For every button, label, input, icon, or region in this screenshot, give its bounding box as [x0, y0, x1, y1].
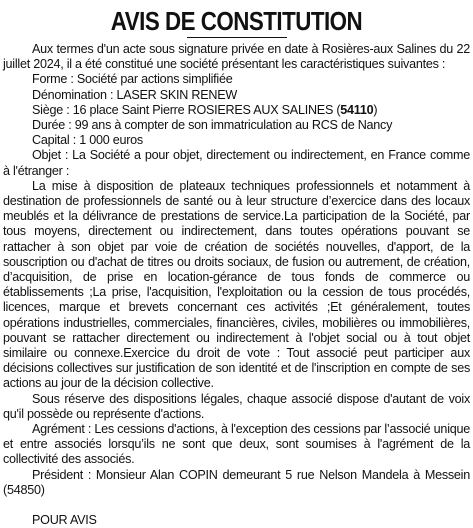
denomination-field: Dénomination : LASER SKIN RENEW — [32, 87, 238, 102]
duree-field: Durée : 99 ans à compter de son immatriculation au RCS de Nancy — [32, 118, 393, 133]
objet-detail-paragraph: La mise à disposition de plateaux techniques professionnels et notamment à destination de professionnels de santé ou à leur structure d’exercice dans des locaux meublés et la délivrance de prestations de service.La participation de la Société, par tous moyens, directement ou indirectement, dans toutes opérations pouvant se rattacher à son objet par voie de création de sociétés nouvelles, d'apport, de la souscription ou d'achat de titres ou droits sociaux, de fusion ou autrement, de création, d’acquisition, de prise en location-gérance de tous fonds de commerce ou établissements ;La prise, l'acquisition, l'exploitation ou la cession de tous procédés, licences, marque et brevets concernant ces activités ;Et généralement, toutes opérations industrielles, commerciales, financières, civiles, mobilières ou immobilières, pouvant se rattacher directement ou indirectement à l'objet social ou à tout objet similaire ou connexe.Exercice du droit de vote : Tout associé peut participer aux décisions collectives sur justification de son identité et de l'inscription en compte de ses actions au jour de la décision collective. — [3, 178, 470, 391]
notice-body — [3, 42, 470, 528]
spacer — [3, 498, 470, 513]
siege-postcode: 54110 — [340, 102, 374, 117]
closing-line: POUR AVIS — [32, 513, 97, 528]
president-paragraph: Président : Monsieur Alan COPIN demeurant 5 rue Nelson Mandela à Messein (54850) — [3, 467, 470, 497]
siege-address: Siège : 16 place Saint Pierre ROSIERES AUX SALINES ( — [32, 102, 341, 117]
siege-field — [3, 103, 470, 118]
voting-paragraph: Sous réserve des dispositions légales, chaque associé dispose d'autant de voix qu'il possède ou représente d'actions. — [3, 391, 470, 421]
capital-field: Capital : 1 000 euros — [32, 133, 143, 148]
notice-title: AVIS DE CONSTITUTION — [110, 6, 363, 36]
forme-field: Forme : Société par actions simplifiée — [32, 72, 233, 87]
intro-paragraph: Aux termes d'un acte sous signature privée en date à Rosières-aux Salines du 22 juillet 2024, il a été constitué une société présentant les caractéristiques suivantes : — [3, 42, 470, 72]
title-divider — [187, 37, 287, 38]
objet-field: Objet : La Société a pour objet, directement ou indirectement, en France comme à l'étranger : — [3, 148, 470, 178]
agrement-paragraph: Agrément : Les cessions d'actions, à l'exception des cessions par l’associé unique et entre associés lorsqu’ils ne sont que deux, sont soumises à l'agrément de la collectivité des associés. — [3, 422, 470, 467]
siege-close: ) — [373, 102, 378, 117]
